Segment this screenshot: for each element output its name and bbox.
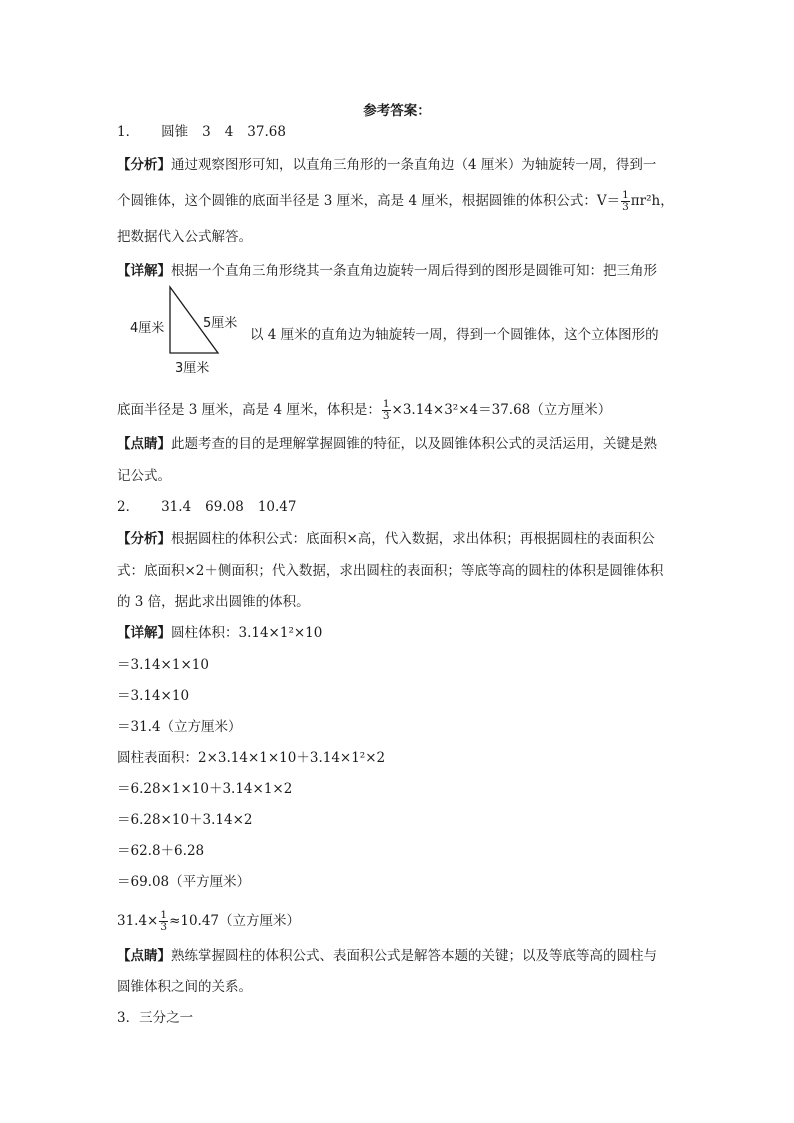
q1-detail-line-1: 【详解】根据一个直角三角形绕其一条直角边旋转一周后得到的图形是圆锥可知：把三角形 [117, 263, 657, 279]
label-5cm: 5厘米 [203, 316, 238, 331]
q1-note-tag: 【点睛】 [117, 436, 171, 452]
q2-analysis-line-3: 的 3 倍，据此求出圆锥的体积。 [117, 594, 310, 610]
page-title: 参考答案： [363, 103, 431, 119]
q2-answer-3: 10.47 [257, 499, 297, 515]
q2-analysis-tag: 【分析】 [117, 531, 171, 547]
q2-note-line-1: 【点睛】熟练掌握圆柱的体积公式、表面积公式是解答本题的关键；以及等底等高的圆柱与 [117, 948, 657, 964]
q1-answer-4: 37.68 [247, 124, 286, 140]
q2-step-3: ＝3.14×10 [117, 688, 190, 704]
q2-number: 2． [117, 499, 140, 515]
q2-cone-volume-line: 31.4× $\frac{1}{3}$ ≈10.47（立方厘米） [117, 909, 301, 933]
q2-step-8: ＝62.8＋6.28 [117, 843, 205, 859]
q1-number: 1． [117, 124, 140, 140]
q2-step-7: ＝6.28×10＋3.14×2 [117, 812, 253, 828]
q1-answer-2: 3 [202, 124, 211, 140]
q2-answer-2: 69.08 [205, 499, 244, 515]
q2-step-6: ＝6.28×1×10＋3.14×1×2 [117, 781, 293, 797]
q2-step-2: ＝3.14×1×10 [117, 657, 209, 673]
label-3cm: 3厘米 [175, 361, 210, 376]
label-4cm: 4厘米 [130, 321, 165, 336]
q3-line: 3．三分之一 [117, 1010, 194, 1026]
q1-note-line-2: 记公式。 [117, 468, 171, 484]
q2-step-5: 圆柱表面积：2×3.14×1×10＋3.14×1²×2 [117, 750, 386, 766]
q2-analysis-line-2: 式：底面积×2＋侧面积；代入数据，求出圆柱的表面积；等底等高的圆柱的体积是圆锥体积 [117, 563, 664, 579]
q1-answer-1: 圆锥 [161, 124, 189, 140]
q2-step-4: ＝31.4（立方厘米） [117, 719, 242, 735]
q1-detail-line-3: 底面半径是 3 厘米，高是 4 厘米，体积是： $\frac{1}{3}$ ×3.14×3²×4＝37.68（立方厘米） [117, 398, 612, 422]
q1-analysis-line-1: 【分析】通过观察图形可知，以直角三角形的一条直角边（4 厘米）为轴旋转一周，得到一 [117, 157, 657, 173]
q2-detail-tag: 【详解】 [117, 625, 171, 641]
q2-step-9: ＝69.08（平方厘米） [117, 874, 251, 890]
q2-header [117, 497, 296, 517]
q2-note-line-2: 圆锥体积之间的关系。 [117, 979, 252, 995]
q2-note-tag: 【点睛】 [117, 948, 171, 964]
q1-note-line-1: 【点睛】此题考查的目的是理解掌握圆锥的特征，以及圆锥体积公式的灵活运用，关键是熟 [117, 436, 657, 452]
q2-fraction-one-third: $\frac{1}{3}$ [160, 909, 168, 933]
q1-analysis-line-3: 把数据代入公式解答。 [117, 229, 252, 245]
q2-answer-1: 31.4 [161, 499, 192, 515]
q1-analysis-line-2: 个圆锥体，这个圆锥的底面半径是 3 厘米，高是 4 厘米，根据圆锥的体积公式：V＝ $\frac{1}{3}$ πr²h， [117, 189, 674, 213]
q1-header [117, 122, 286, 142]
q2-analysis-line-1: 【分析】根据圆柱的体积公式：底面积×高，代入数据，求出体积；再根据圆柱的表面积公 [117, 531, 655, 547]
q1-answer-3: 4 [224, 124, 234, 140]
q1-analysis-tag: 【分析】 [117, 157, 171, 173]
q1-detail-tag: 【详解】 [117, 263, 171, 279]
q1-detail-fraction: $\frac{1}{3}$ [382, 398, 390, 422]
q1-fraction-one-third: $\frac{1}{3}$ [622, 189, 629, 213]
q2-detail-line-1: 【详解】圆柱体积：3.14×1²×10 [117, 625, 323, 641]
right-triangle-figure [126, 283, 256, 378]
q1-detail-line-2: 以 4 厘米的直角边为轴旋转一周，得到一个圆锥体，这个立体图形的 [250, 327, 659, 343]
